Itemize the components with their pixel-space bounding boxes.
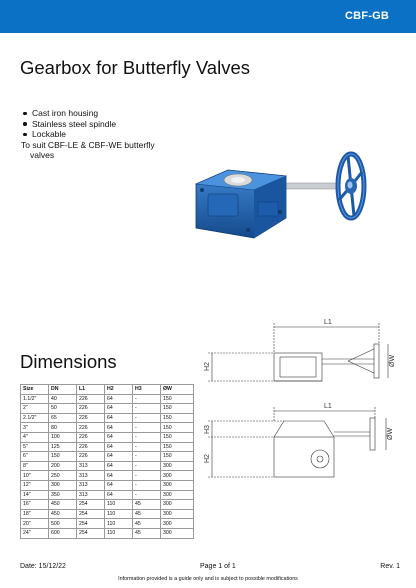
table-cell: 45 (133, 528, 161, 538)
table-cell: 254 (77, 519, 105, 529)
table-cell: - (133, 423, 161, 433)
table-row (21, 519, 194, 529)
table-cell: 300 (161, 461, 194, 471)
table-cell: 64 (105, 442, 133, 452)
suitability-line: To suit CBF-LE & CBF-WE butterfly (21, 139, 155, 150)
table-cell: 5" (21, 442, 49, 452)
footer-page-number: Page 1 of 1 (200, 563, 236, 570)
table-cell: - (133, 461, 161, 471)
gearbox-body (196, 170, 286, 238)
table-cell: 300 (161, 480, 194, 490)
table-cell: 300 (161, 528, 194, 538)
table-cell: 12" (21, 480, 49, 490)
column-header: Size (21, 385, 49, 395)
table-cell: 226 (77, 394, 105, 404)
table-row (21, 500, 194, 510)
table-cell: 150 (49, 452, 77, 462)
table-cell: 300 (161, 490, 194, 500)
table-cell: 110 (105, 509, 133, 519)
footer-date: Date: 15/12/22 (20, 563, 66, 570)
table-cell: 1.1/2" (21, 394, 49, 404)
table-cell: 150 (161, 442, 194, 452)
dim-label-l1: L1 (324, 403, 332, 410)
table-cell: - (133, 432, 161, 442)
table-row (21, 509, 194, 519)
dimensions-table (20, 384, 194, 539)
table-cell: 150 (161, 432, 194, 442)
table-cell: 65 (49, 413, 77, 423)
table-cell: 450 (49, 500, 77, 510)
table-cell: 18" (21, 509, 49, 519)
table-cell: 6" (21, 452, 49, 462)
table-cell: 45 (133, 519, 161, 529)
table-cell: 10" (21, 471, 49, 481)
page-title: Gearbox for Butterfly Valves (20, 57, 250, 78)
table-cell: 20" (21, 519, 49, 529)
gearbox-outline-bottom (274, 437, 334, 477)
table-cell: 226 (77, 452, 105, 462)
table-cell: 110 (105, 500, 133, 510)
table-cell: 313 (77, 480, 105, 490)
table-cell: 50 (49, 404, 77, 414)
table-row (21, 413, 194, 423)
table-cell: 300 (49, 480, 77, 490)
feature-item: Lockable (23, 129, 193, 140)
table-cell: 500 (49, 519, 77, 529)
table-cell: 150 (161, 394, 194, 404)
table-body (21, 394, 194, 538)
table-cell: 254 (77, 509, 105, 519)
table-cell: 226 (77, 413, 105, 423)
table-cell: 350 (49, 490, 77, 500)
table-cell: 254 (77, 500, 105, 510)
table-cell: 200 (49, 461, 77, 471)
table-cell: 300 (161, 509, 194, 519)
handwheel (338, 154, 364, 218)
table-cell: 150 (161, 404, 194, 414)
column-header: H2 (105, 385, 133, 395)
table-cell: - (133, 413, 161, 423)
suitability-line: valves (30, 150, 55, 160)
column-header: ØW (161, 385, 194, 395)
dim-label-h3: H3 (204, 425, 211, 434)
table-row (21, 471, 194, 481)
table-cell: 254 (77, 528, 105, 538)
table-cell: 313 (77, 490, 105, 500)
table-cell: 64 (105, 471, 133, 481)
table-row (21, 404, 194, 414)
table-cell: - (133, 442, 161, 452)
table-cell: 100 (49, 432, 77, 442)
table-row (21, 490, 194, 500)
dim-label-w: ØW (387, 427, 394, 440)
table-cell: - (133, 452, 161, 462)
table-cell: 150 (161, 423, 194, 433)
table-cell: 8" (21, 461, 49, 471)
table-row (21, 452, 194, 462)
table-cell: 4" (21, 432, 49, 442)
table-row (21, 528, 194, 538)
table-cell: 16" (21, 500, 49, 510)
table-cell: 24" (21, 528, 49, 538)
table-cell: 300 (161, 471, 194, 481)
table-row (21, 432, 194, 442)
table-cell: 3" (21, 423, 49, 433)
table-cell: 2.1/2" (21, 413, 49, 423)
table-cell: 64 (105, 423, 133, 433)
table-cell: 64 (105, 413, 133, 423)
gearbox-product-image (188, 142, 393, 247)
table-cell: - (133, 394, 161, 404)
dimensions-heading: Dimensions (20, 351, 117, 372)
table-cell: 450 (49, 509, 77, 519)
table-cell: 64 (105, 432, 133, 442)
column-header: L1 (77, 385, 105, 395)
table-row (21, 394, 194, 404)
header-bar (0, 0, 416, 33)
table-cell: 313 (77, 471, 105, 481)
dim-label-h2: H2 (204, 362, 211, 371)
table-cell: 250 (49, 471, 77, 481)
table-cell: 80 (49, 423, 77, 433)
dim-label-h2: H2 (204, 454, 211, 463)
table-cell: - (133, 404, 161, 414)
table-cell: 14" (21, 490, 49, 500)
footer-disclaimer: Information provided is a guide only and is subject to possible modifications (118, 576, 298, 582)
table-row (21, 423, 194, 433)
table-row (21, 461, 194, 471)
dim-label-w: ØW (389, 354, 396, 367)
feature-list (23, 108, 193, 161)
dimension-drawing (198, 313, 398, 485)
table-cell: 150 (161, 413, 194, 423)
table-cell: - (133, 471, 161, 481)
table-cell: 40 (49, 394, 77, 404)
suitability-note (21, 140, 193, 161)
feature-item: Cast iron housing (23, 108, 193, 119)
table-cell: 226 (77, 404, 105, 414)
table-cell: - (133, 480, 161, 490)
table-row (21, 442, 194, 452)
table-cell: 300 (161, 500, 194, 510)
table-cell: 64 (105, 490, 133, 500)
column-header: DN (49, 385, 77, 395)
table-cell: 64 (105, 394, 133, 404)
table-cell: - (133, 490, 161, 500)
table-cell: 45 (133, 509, 161, 519)
product-code: CBF-GB (345, 10, 389, 22)
table-cell: 300 (161, 519, 194, 529)
table-cell: 64 (105, 404, 133, 414)
table-cell: 226 (77, 432, 105, 442)
table-cell: 110 (105, 519, 133, 529)
table-cell: 600 (49, 528, 77, 538)
table-row (21, 480, 194, 490)
table-cell: 45 (133, 500, 161, 510)
table-header-row (21, 385, 194, 395)
footer-revision: Rev. 1 (380, 563, 400, 570)
spindle-shaft (280, 183, 340, 189)
table-cell: 64 (105, 461, 133, 471)
table-cell: 313 (77, 461, 105, 471)
column-header: H3 (133, 385, 161, 395)
table-cell: 150 (161, 452, 194, 462)
table-cell: 110 (105, 528, 133, 538)
dim-label-l1: L1 (324, 319, 332, 326)
table-cell: 64 (105, 480, 133, 490)
table-cell: 226 (77, 442, 105, 452)
table-cell: 125 (49, 442, 77, 452)
table-cell: 2" (21, 404, 49, 414)
table-cell: 64 (105, 452, 133, 462)
feature-item: Stainless steel spindle (23, 119, 193, 130)
table-cell: 226 (77, 423, 105, 433)
